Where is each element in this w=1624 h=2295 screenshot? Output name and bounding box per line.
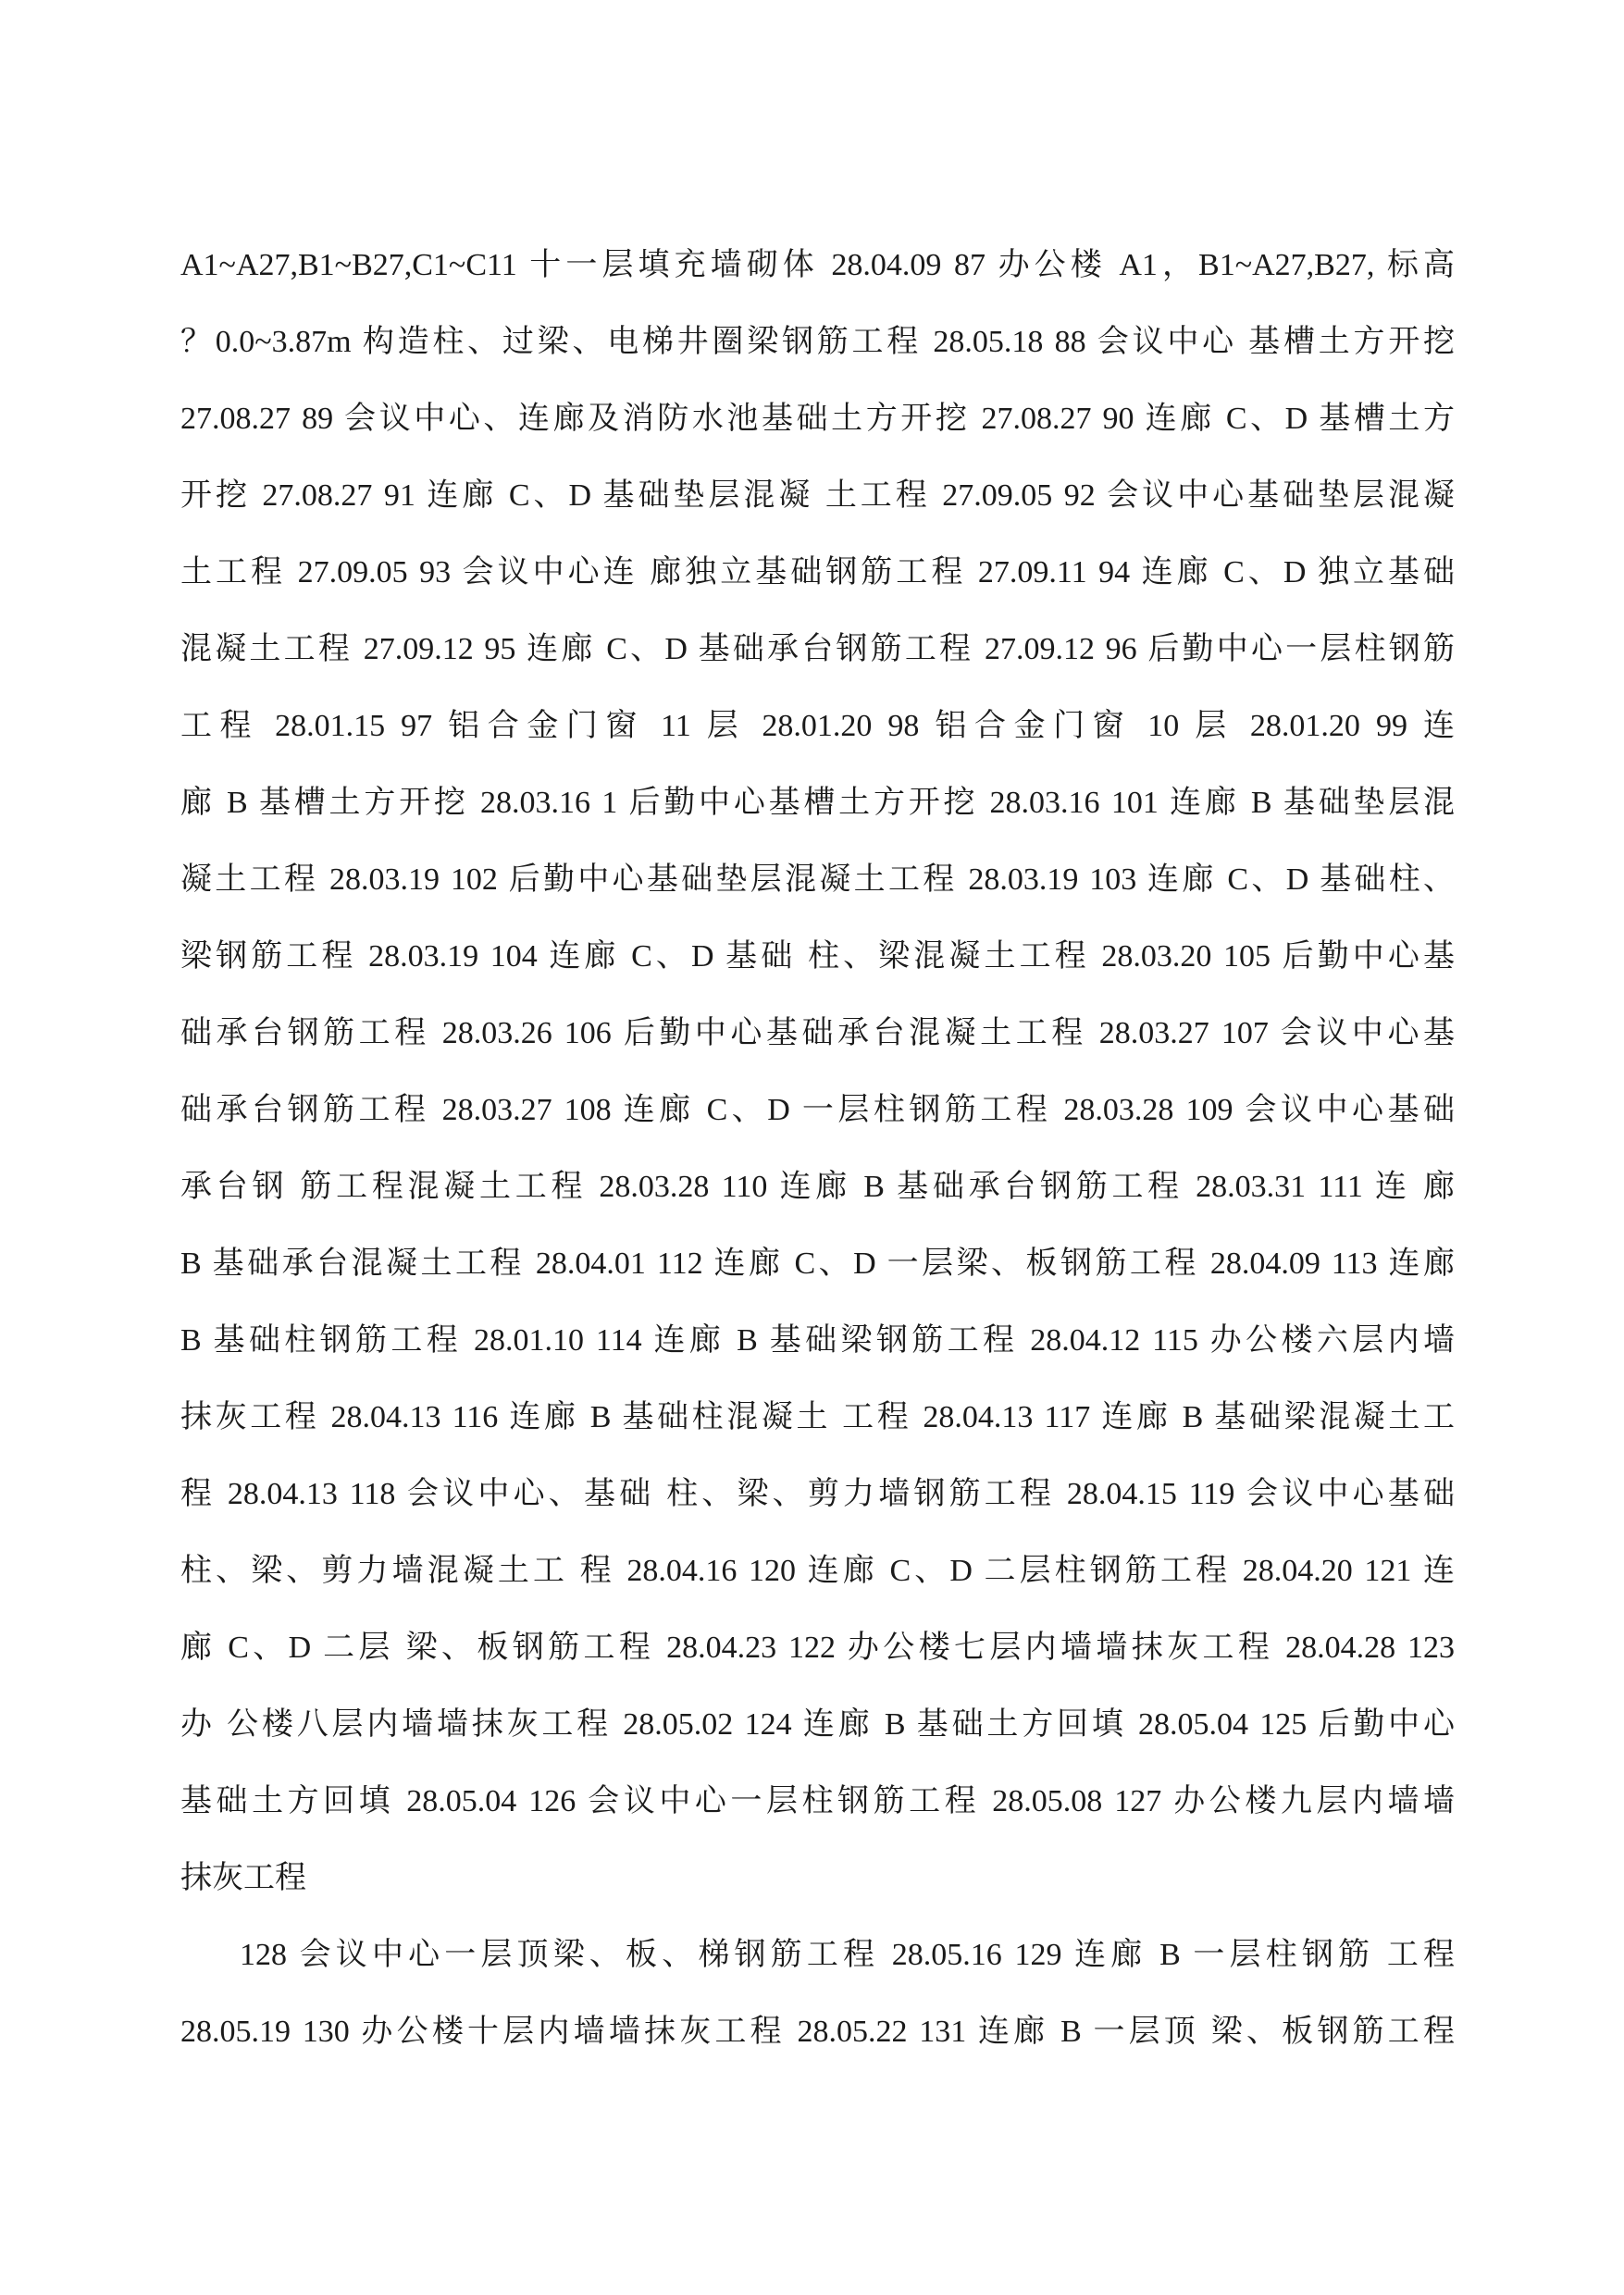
text-line: B 基础柱钢筋工程 28.01.10 114 连廊 B 基础梁钢筋工程 28.04.12 115 办公楼六层内墙: [180, 1323, 1455, 1358]
paragraph-1: [180, 227, 1455, 1917]
text-line: 办 公楼八层内墙墙抹灰工程 28.05.02 124 连廊 B 基础土方回填 28.05.04 125 后勤中心: [180, 1707, 1455, 1742]
document-body: [180, 227, 1455, 2070]
text-line: ？0.0~3.87m 构造柱、过梁、电梯井圈梁钢筋工程 28.05.18 88 会议中心 基槽土方开挖: [180, 325, 1455, 359]
text-line: 廊 C、D 二层 梁、板钢筋工程 28.04.23 122 办公楼七层内墙墙抹灰工程 28.04.28 123: [180, 1631, 1455, 1665]
text-line: 凝土工程 28.03.19 102 后勤中心基础垫层混凝土工程 28.03.19 103 连廊 C、D 基础柱、: [180, 862, 1455, 897]
text-line: 抹灰工程 28.04.13 116 连廊 B 基础柱混凝土 工程 28.04.13 117 连廊 B 基础梁混凝土工: [180, 1400, 1455, 1434]
text-line: 柱、梁、剪力墙混凝土工 程 28.04.16 120 连廊 C、D 二层柱钢筋工程 28.04.20 121 连: [180, 1554, 1455, 1588]
text-line: 承台钢 筋工程混凝土工程 28.03.28 110 连廊 B 基础承台钢筋工程 28.03.31 111 连 廊: [180, 1170, 1455, 1204]
text-line: 27.08.27 89 会议中心、连廊及消防水池基础土方开挖 27.08.27 90 连廊 C、D 基槽土方: [180, 402, 1455, 436]
text-line: 128 会议中心一层顶梁、板、梯钢筋工程 28.05.16 129 连廊 B 一层柱钢筋 工程: [240, 1938, 1455, 1972]
text-line: 28.05.19 130 办公楼十层内墙墙抹灰工程 28.05.22 131 连廊 B 一层顶 梁、板钢筋工程: [180, 2015, 1455, 2049]
text-line: 工程 28.01.15 97 铝合金门窗 11 层 28.01.20 98 铝合金门窗 10 层 28.01.20 99 连: [180, 709, 1455, 743]
text-line: 梁钢筋工程 28.03.19 104 连廊 C、D 基础 柱、梁混凝土工程 28.03.20 105 后勤中心基: [180, 939, 1455, 974]
text-line: 程 28.04.13 118 会议中心、基础 柱、梁、剪力墙钢筋工程 28.04.15 119 会议中心基础: [180, 1477, 1455, 1511]
text-line: 抹灰工程: [180, 1861, 306, 1895]
text-line: 础承台钢筋工程 28.03.26 106 后勤中心基础承台混凝土工程 28.03.27 107 会议中心基: [180, 1016, 1455, 1050]
text-line: B 基础承台混凝土工程 28.04.01 112 连廊 C、D 一层梁、板钢筋工程 28.04.09 113 连廊: [180, 1247, 1455, 1281]
paragraph-2: [180, 1917, 1455, 2070]
text-line: 廊 B 基槽土方开挖 28.03.16 1 后勤中心基槽土方开挖 28.03.16 101 连廊 B 基础垫层混: [180, 786, 1455, 820]
text-line: 土工程 27.09.05 93 会议中心连 廊独立基础钢筋工程 27.09.11 94 连廊 C、D 独立基础: [180, 555, 1455, 589]
text-line: 础承台钢筋工程 28.03.27 108 连廊 C、D 一层柱钢筋工程 28.03.28 109 会议中心基础: [180, 1093, 1455, 1127]
text-line: 混凝土工程 27.09.12 95 连廊 C、D 基础承台钢筋工程 27.09.12 96 后勤中心一层柱钢筋: [180, 632, 1455, 666]
text-line: 开挖 27.08.27 91 连廊 C、D 基础垫层混凝 土工程 27.09.05 92 会议中心基础垫层混凝: [180, 478, 1455, 513]
text-line: A1~A27,B1~B27,C1~C11 十一层填充墙砌体 28.04.09 87 办公楼 A1，B1~A27,B27, 标高: [180, 248, 1455, 282]
text-line: 基础土方回填 28.05.04 126 会议中心一层柱钢筋工程 28.05.08 127 办公楼九层内墙墙: [180, 1784, 1455, 1818]
